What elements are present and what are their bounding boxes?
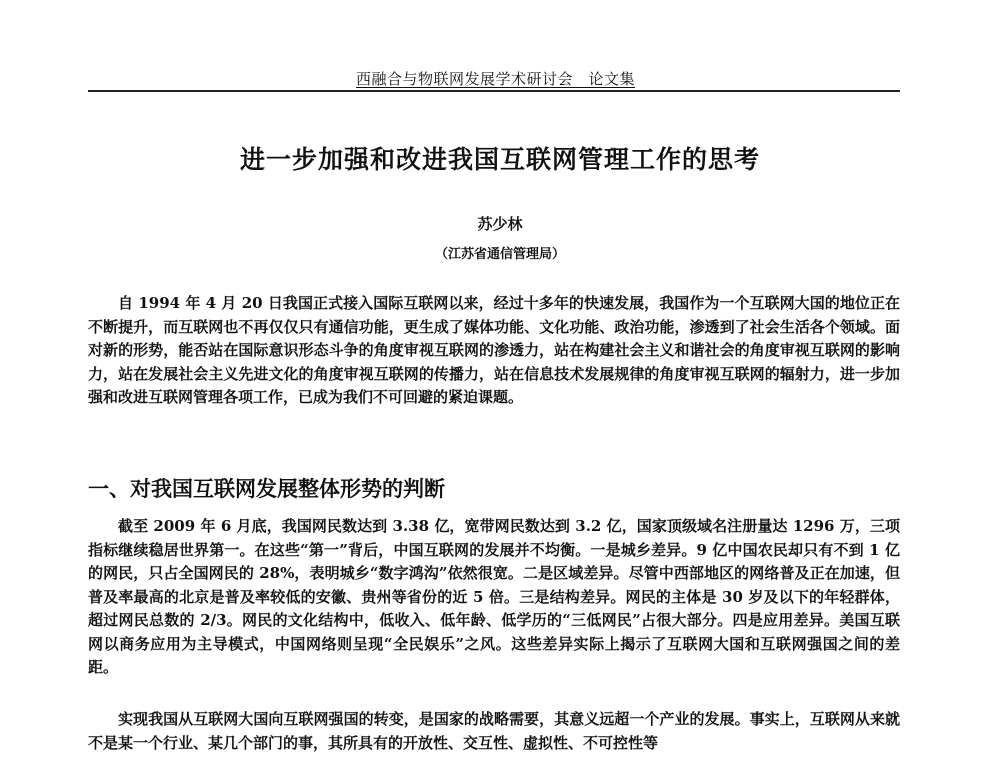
running-header [88, 62, 900, 92]
author-affiliation: （江苏省通信管理局） [434, 247, 565, 262]
intro-paragraph: 自 1994 年 4 月 20 日我国正式接入国际互联网以来，经过十多年的快速发展，我国作为一个互联网大国的地位正在不断提升，而互联网也不再仅仅只有通信功能，更生成了媒体功能、文化功能、政治功能，渗透到了社会生活各个领域。面对新的形势，能否站在国际意识形态斗争的角度审视互联网的渗透力，站在构建社会主义和谐社会的角度审视互联网的影响力，站在发展社会主义先进文化的角度审视互联网的传播力，站在信息技术发展规律的角度审视互联网的辐射力，进一步加强和改进互联网管理各项工作，已成为我们不可回避的紧迫课题。 [88, 294, 900, 406]
author-name: 苏少林 [477, 215, 523, 233]
running-header-title: 西融合与物联网发展学术研讨会 论文集 [356, 70, 636, 88]
body-paragraph-continued: 实现我国从互联网大国向互联网强国的转变，是国家的战略需要，其意义远超一个产业的发展。事实上，互联网从来就不是某一个行业、某几个部门的事，其所具有的开放性、交互性、虚拟性、不可控性等 [88, 710, 900, 752]
section-heading: 一、对我国互联网发展整体形势的判断 [88, 477, 445, 501]
body-paragraph: 截至 2009 年 6 月底，我国网民数达到 3.38 亿，宽带网民数达到 3.2 亿，国家顶级域名注册量达 1296 万，三项指标继续稳居世界第一。在这些“第一”背后，中国互联网的发展并不均衡。一是城乡差异。9 亿中国农民却只有不到 1 亿的网民，只占全国网民的 28%，表明城乡“数字鸿沟”依然很宽。二是区域差异。尽管中西部地区的网络普及正在加速，但普及率最高的北京是普及率较低的安徽、贵州等省份的近 5 倍。三是结构差异。网民的主体是 30 岁及以下的年轻群体，超过网民总数的 2/3。网民的文化结构中，低收入、低年龄、低学历的“三低网民”占很大部分。四是应用差异。美国互联网以商务应用为主导模式，中国网络则呈现“全民娱乐”之风。这些差异实际上揭示了互联网大国和互联网强国之间的差距。 [88, 517, 900, 676]
paper-title: 进一步加强和改进我国互联网管理工作的思考 [239, 145, 760, 174]
